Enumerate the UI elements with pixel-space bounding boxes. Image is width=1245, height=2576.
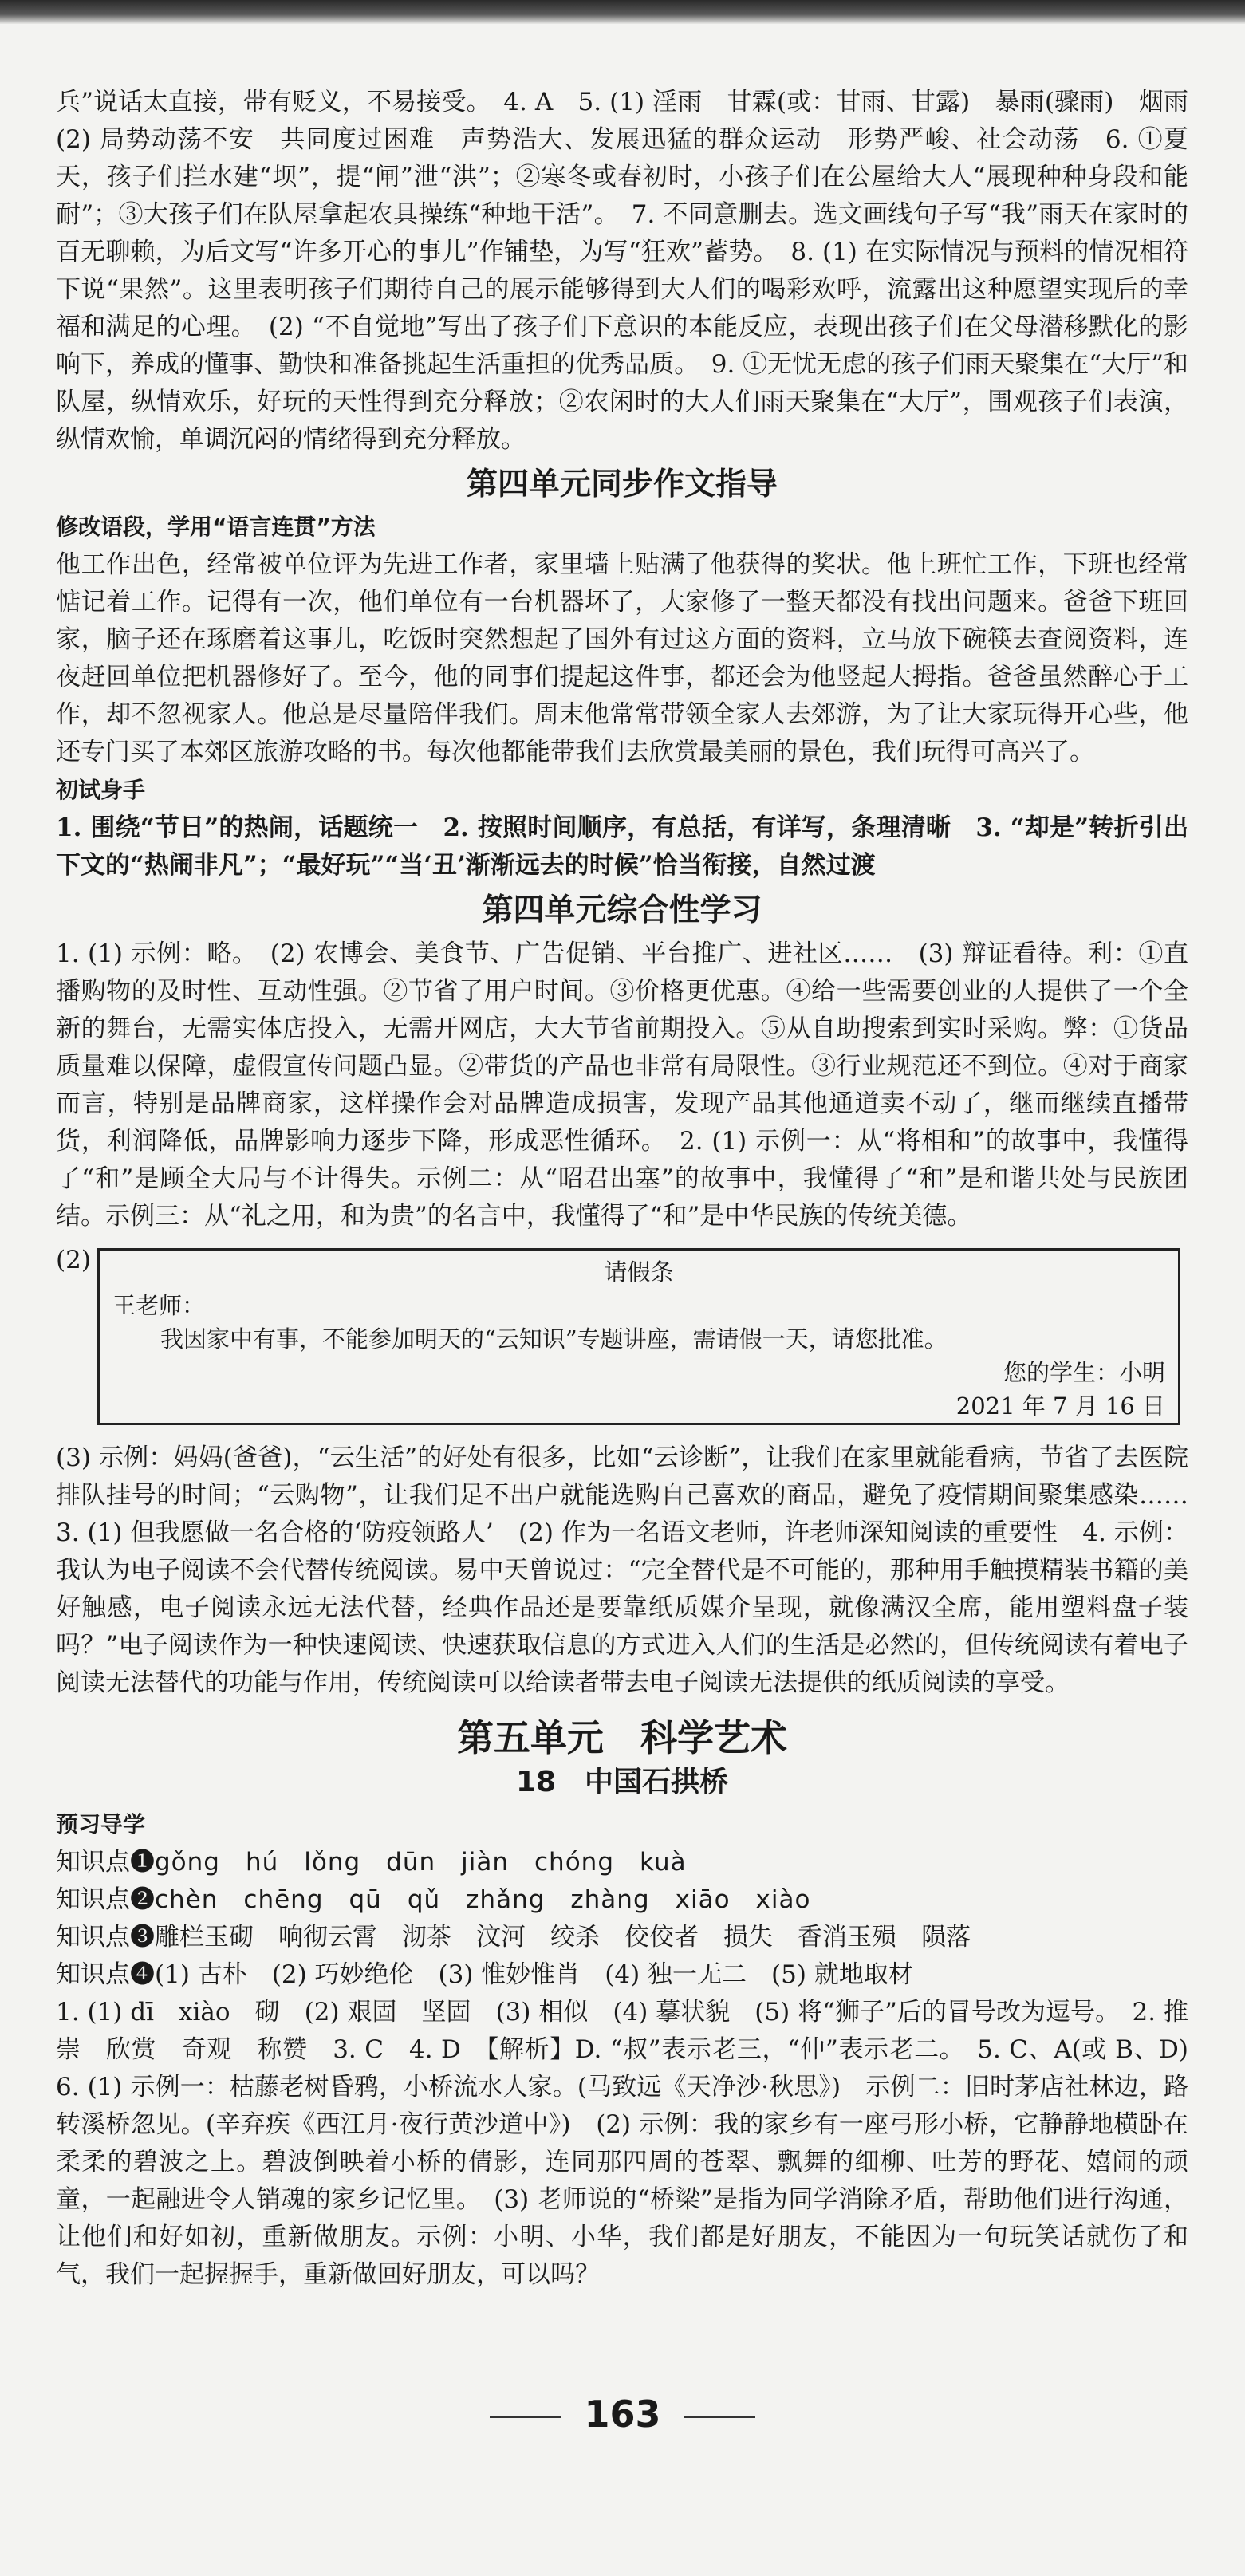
unit5-title: 第五单元 科学艺术 (457, 1716, 787, 1759)
preview-label: 预习导学 (56, 1811, 146, 1837)
knowledge-point-1 (56, 1844, 1188, 1881)
kp3-content: 雕栏玉砌 响彻云霄 沏茶 汶河 绞杀 佼佼者 损失 香消玉殒 陨落 (155, 1923, 971, 1952)
leave-note-block (56, 1242, 1188, 1433)
answers-paragraph: 兵”说话太直接，带有贬义，不易接受。 4. A 5. (1) 淫雨 甘霖(或：甘雨、甘露) 暴雨(骤雨) 烟雨 (2) 局势动荡不安 共同度过困难 声势浩大、发展迅猛的群众运动 形势严峻、社会动荡 6. ①夏天，孩子们拦水建“坝”，提“闸”泄“洪”；②寒冬或春初时，小孩子们在公屋给大人“展现种种身段和能耐”；③大孩子们在队屋拿起农具操练“种地干活”。 7. 不同意删去。选文画线句子写“我”雨天在家时的百无聊赖，为后文写“许多开心的事儿”作铺垫，为写“狂欢”蓄势。 8. (1) 在实际情况与预料的情况相符下说“果然”。这里表明孩子们期待自己的展示能够得到大人们的喝彩欢呼，流露出这种愿望实现后的幸福和满足的心理。 (2) “不自觉地”写出了孩子们下意识的本能反应，表现出孩子们在父母潜移默化的影响下，养成的懂事、勤快和准备挑起生活重担的优秀品质。 9. ①无忧无虑的孩子们雨天聚集在“大厅”和队屋，纵情欢乐，好玩的天性得到充分释放；②农闲时的大人们雨天聚集在“大厅”，围观孩子们表演，纵情欢愉，单调沉闷的情绪得到充分释放。 (56, 88, 1213, 454)
lesson-title: 18 中国石拱桥 (515, 1766, 729, 1798)
writing-subtitle: 修改语段，学用“语言连贯”方法 (56, 514, 376, 540)
section-title-writing: 第四单元同步作文指导 (466, 467, 778, 502)
section-title-comprehensive: 第四单元综合性学习 (482, 892, 762, 928)
page-number (0, 2393, 1245, 2436)
note-date: 2021 年 7 月 16 日 (955, 1392, 1165, 1420)
scan-top-edge (0, 0, 1245, 24)
note-title: 请假条 (604, 1258, 674, 1286)
page-content (56, 84, 1213, 2294)
comprehensive-body-2: (3) 示例：妈妈(爸爸)，“云生活”的好处有很多，比如“云诊断”，让我们在家里就能看病，节省了去医院排队挂号的时间；“云购物”，让我们足不出户就能选购自己喜欢的商品，避免了疫情期间聚集感染…… 3. (1) 但我愿做一名合格的‘防疫领路人’ (2) 作为一名语文老师，许老师深知阅读的重要性 4. 示例：我认为电子阅读不会代替传统阅读。易中天曾说过：“完全替代是不可能的，那种用手触摸精装书籍的美好触感，电子阅读永远无法代替，经典作品还是要靠纸质媒介呈现，就像满汉全席，能用塑料盘子装吗？”电子阅读作为一种快速阅读、快速获取信息的方式进入人们的生活是必然的，但传统阅读有着电子阅读无法替代的功能与作用，传统阅读可以给读者带去电子阅读无法提供的纸质阅读的享受。 (56, 1444, 1213, 1697)
kp4-label: 知识点❹ (56, 1960, 155, 1989)
lesson-answers: 1. (1) dī xiào 砌 (2) 艰固 坚固 (3) 相似 (4) 摹状貌 (5) 将“狮子”后的冒号改为逗号。 2. 推崇 欣赏 奇观 称赞 3. C 4. D 【解析】D. “叔”表示老三，“仲”表示老二。 5. C、A(或 B、D) 6. (1) 示例一：枯藤老树昏鸦，小桥流水人家。(马致远《天净沙·秋思》) 示例二：旧时茅店社林边，路转溪桥忽见。(辛弃疾《西江月·夜行黄沙道中》) (2) 示例：我的家乡有一座弓形小桥，它静静地横卧在柔柔的碧波之上。碧波倒映着小桥的倩影，连同那四周的苍翠、飘舞的细柳、吐芳的野花、嬉闹的顽童，一起融进令人销魂的家乡记忆里。 (3) 老师说的“桥梁”是指为同学消除矛盾，帮助他们进行沟通，让他们和好如初，重新做朋友。示例：小明、小华，我们都是好朋友，不能因为一句玩笑话就伤了和气，我们一起握握手，重新做回好朋友，可以吗？ (56, 1998, 1213, 2289)
page-number-right-rule (684, 2416, 755, 2418)
note-signature: 您的学生：小明 (1003, 1359, 1165, 1386)
writing-body: 他工作出色，经常被单位评为先进工作者，家里墙上贴满了他获得的奖状。他上班忙工作，下班也经常惦记着工作。记得有一次，他们单位有一台机器坏了，大家修了一整天都没有找出问题来。爸爸下班回家，脑子还在琢磨着这事儿，吃饭时突然想起了国外有过这方面的资料，立马放下碗筷去查阅资料，连夜赶回单位把机器修好了。至今，他的同事们提起这件事，都还会为他竖起大拇指。爸爸虽然醉心于工作，却不忽视家人。他总是尽量陪伴我们。周末他常常带领全家人去郊游，为了让大家玩得开心些，他还专门买了本郊区旅游攻略的书。每次他都能带我们去欣赏最美丽的景色，我们玩得可高兴了。 (56, 550, 1188, 766)
kp2-label: 知识点❷ (56, 1885, 155, 1914)
note-number: (2) (56, 1246, 91, 1274)
page-number-value: 163 (584, 2393, 661, 2436)
knowledge-point-4 (56, 1956, 1188, 1994)
note-salutation: 王老师： (112, 1292, 206, 1319)
kp1-content: gǒng hú lǒng dūn jiàn chóng kuà (155, 1848, 687, 1877)
knowledge-point-3 (56, 1919, 1188, 1956)
kp1-label: 知识点❶ (56, 1848, 155, 1877)
page-number-left-rule (490, 2416, 561, 2418)
comprehensive-body: 1. (1) 示例：略。 (2) 农博会、美食节、广告促销、平台推广、进社区…… (3) 辩证看待。利：①直播购物的及时性、互动性强。②节省了用户时间。③价格更优惠。④给一些需要创业的人提供了一个全新的舞台，无需实体店投入，无需开网店，大大节省前期投入。⑤从自助搜索到实时采购。弊：①货品质量难以保障，虚假宣传问题凸显。②带货的产品也非常有局限性。③行业规范还不到位。④对于商家而言，特别是品牌商家，这样操作会对品牌造成损害，发现产品其他通道卖不动了，继而继续直播带货，利润降低，品牌影响力逐步下降，形成恶性循环。 2. (1) 示例一：从“将相和”的故事中，我懂得了“和”是顾全大局与不计得失。示例二：从“昭君出塞”的故事中，我懂得了“和”是和谐共处与民族团结。示例三：从“礼之用，和为贵”的名言中，我懂得了“和”是中华民族的传统美德。 (56, 939, 1188, 1231)
knowledge-point-2 (56, 1881, 1188, 1919)
kp3-label: 知识点❸ (56, 1923, 155, 1952)
note-content: 我因家中有事，不能参加明天的“云知识”专题讲座，需请假一天，请您批准。 (160, 1325, 948, 1353)
leave-note-box (97, 1248, 1180, 1425)
kp2-content: chèn chēng qū qǔ zhǎng zhàng xiāo xiào (155, 1885, 811, 1914)
kp4-content: (1) 古朴 (2) 巧妙绝伦 (3) 惟妙惟肖 (4) 独一无二 (5) 就地取材 (155, 1960, 913, 1989)
trial-label: 初试身手 (56, 777, 146, 803)
trial-body: 1. 围绕“节日”的热闹，话题统一 2. 按照时间顺序，有总括，有详写，条理清晰 3. “却是”转折引出下文的“热闹非凡”；“最好玩”“当‘丑’渐渐远去的时候”恰当衔接，自然过渡 (56, 813, 1188, 880)
